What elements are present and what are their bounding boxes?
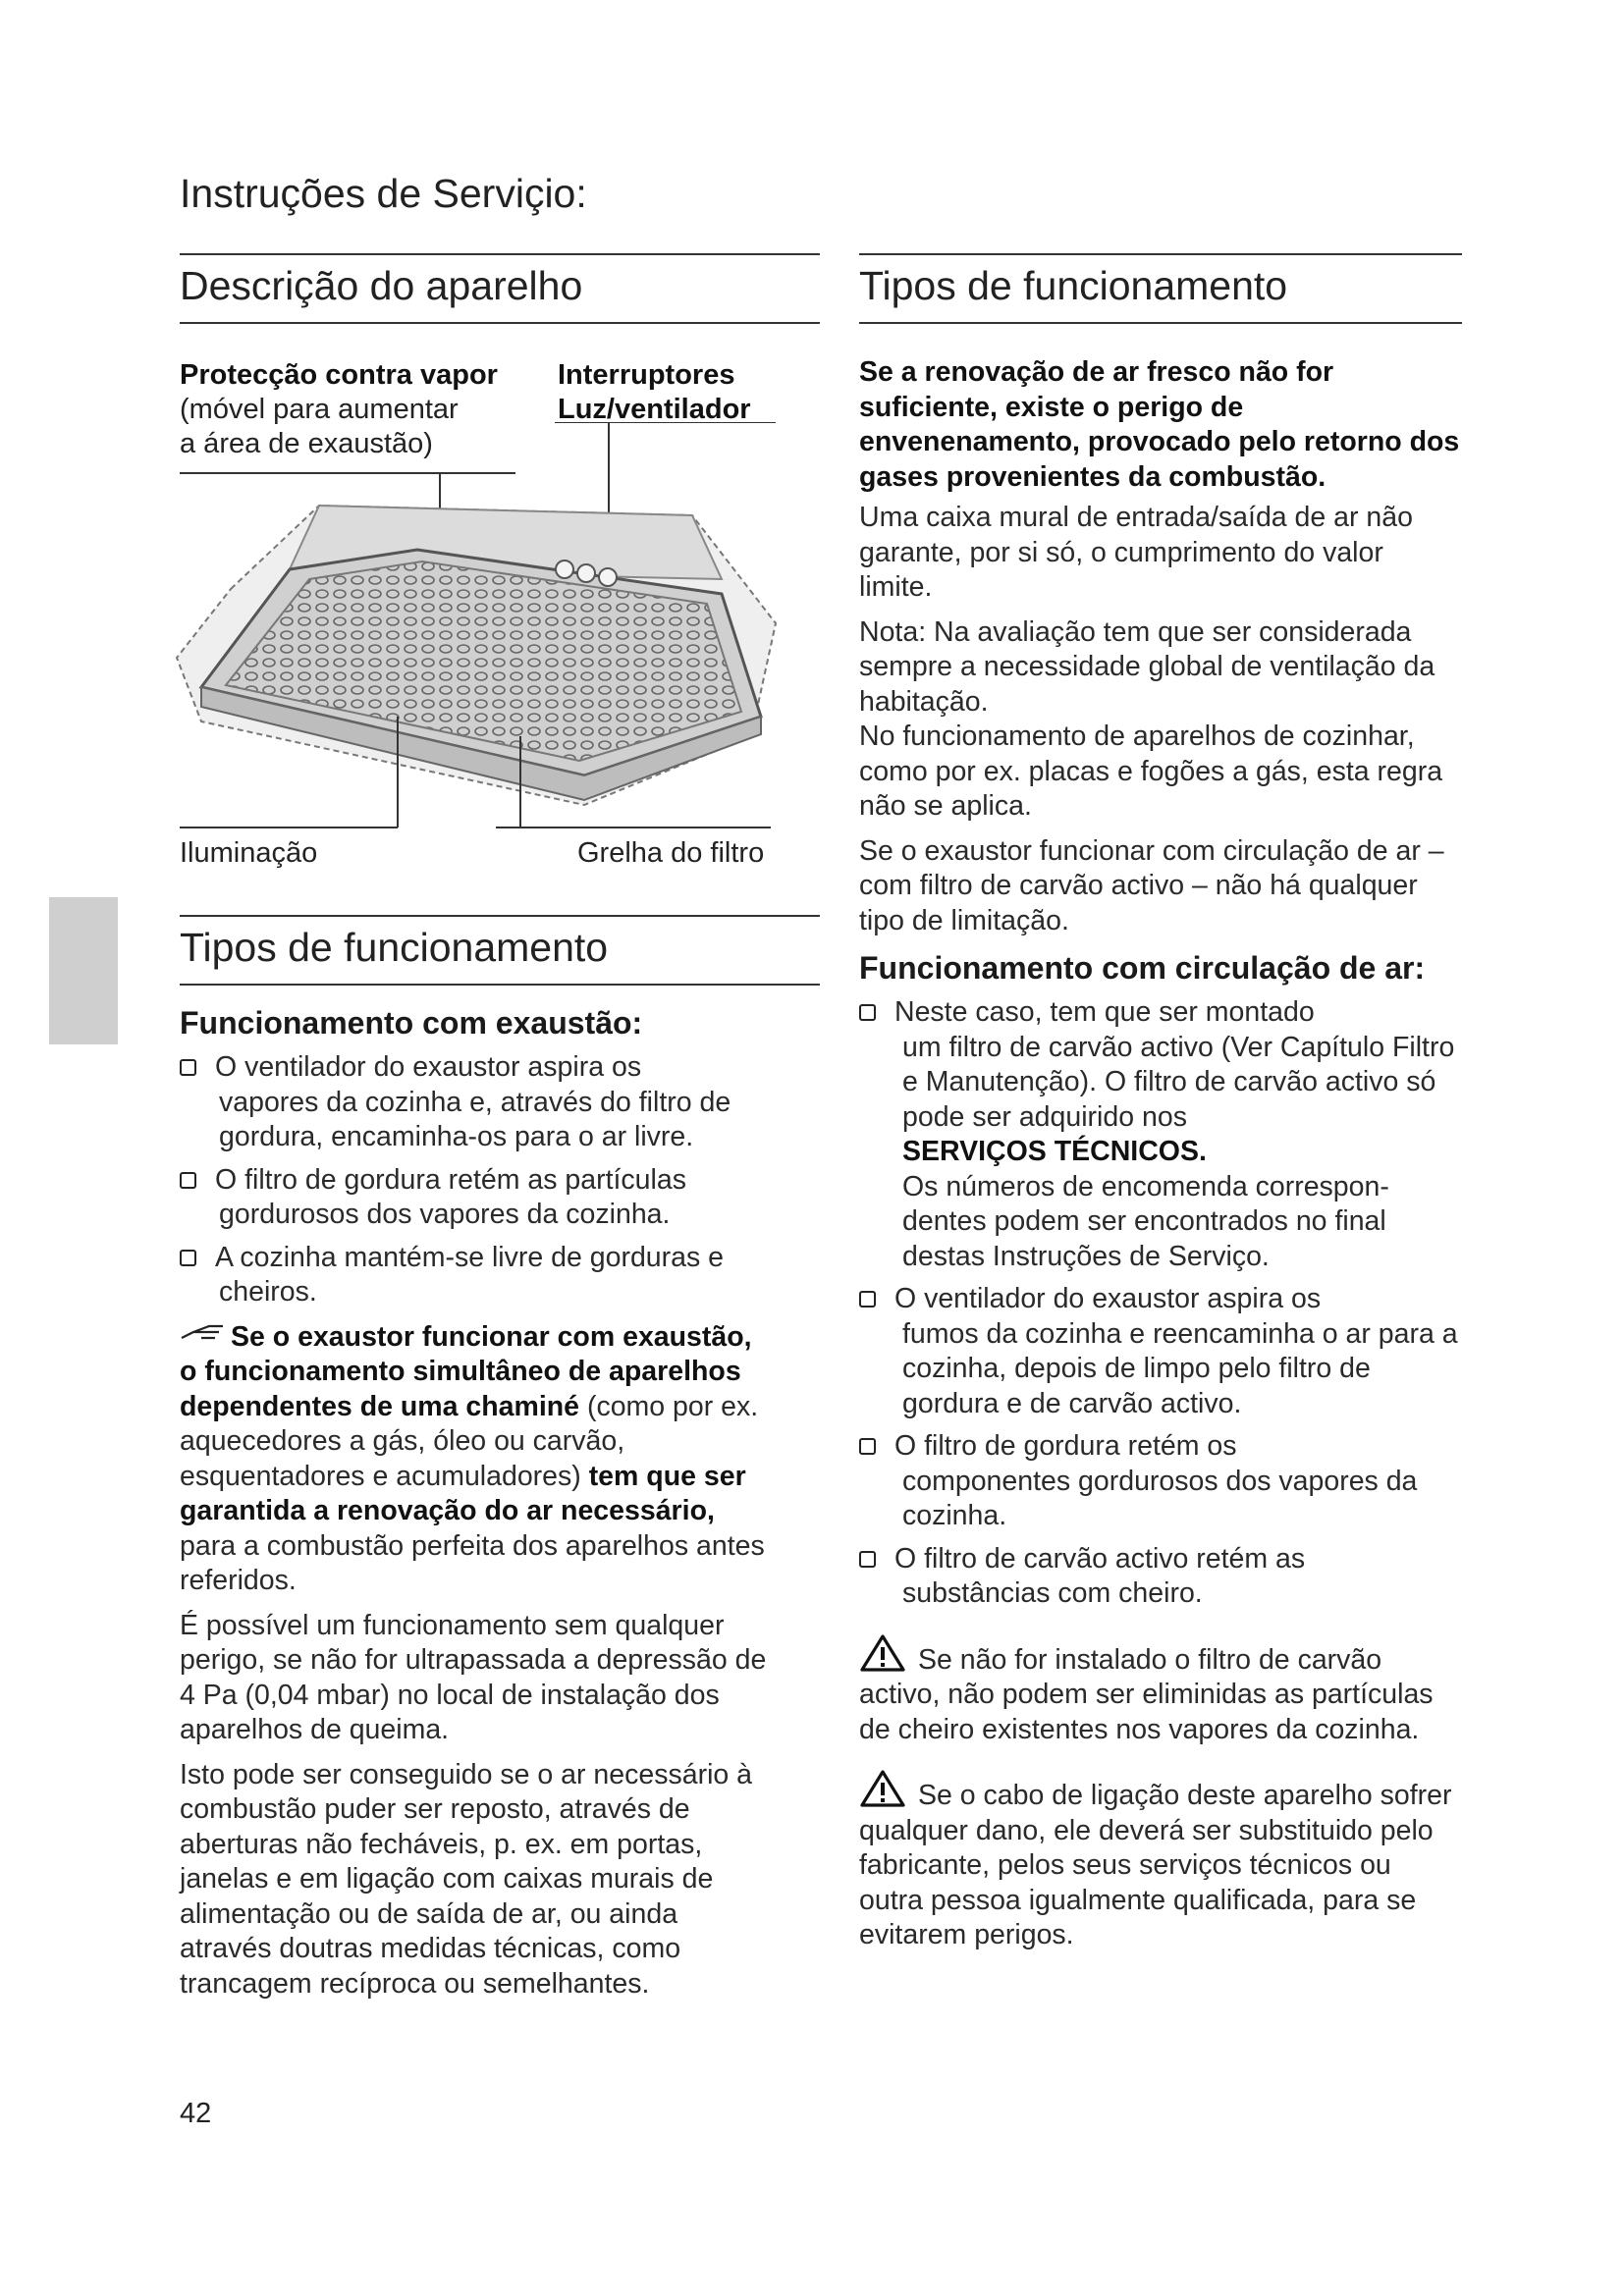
bullet-text-cont: um filtro de carvão activo (Ver Capítulo Filtro e Manutenção). O filtro de carvão activo só pode ser adquirido nos: [902, 1031, 1455, 1133]
note-text-2: para a combustão perfeita dos aparelhos antes referidos.: [180, 1529, 765, 1596]
label-filter-grille: Grelha do filtro: [577, 837, 765, 869]
left-column-text: [180, 1003, 769, 2011]
list-item: [859, 995, 1462, 1274]
page-title: Instruções de Serviçio:: [180, 171, 587, 216]
note-bold-2: tem que ser garantida a renovação do ar necessário,: [180, 1460, 746, 1526]
warning-text: Se não for instalado o filtro de carvão activo, não podem ser eliminidas as partículas de cheiro existentes nos vapores da cozinha.: [859, 1643, 1434, 1745]
bullet-text-cont: Os números de encomenda correspon-dentes podem ser encontrados no final destas Instruções de Serviço.: [902, 1170, 1389, 1272]
right-column-text: [859, 355, 1462, 1963]
checkbox-bullet-icon: [859, 1004, 876, 1021]
divider: [180, 984, 820, 986]
section-title-modes-right: Tipos de funcionamento: [859, 263, 1288, 308]
label-vapor-line1: (móvel para aumentar: [180, 394, 459, 425]
bullet-text-cont: componentes gordurosos dos vapores da cozinha.: [902, 1465, 1418, 1531]
switch-knob: [577, 564, 595, 582]
list-item: [859, 1429, 1462, 1534]
label-switches-line2: Luz/ventilador: [558, 394, 751, 425]
chimney-note: [180, 1318, 769, 1599]
warning-note: [859, 1769, 1462, 1953]
list-item: [180, 1163, 769, 1233]
paragraph: Isto pode ser conseguido se o ar necessário à combustão puder ser reposto, através de aberturas não fecháveis, p. ex. em portas, janelas e em ligação com caixas murais de alimentação ou de saída de ar, ou ainda através doutras medidas técnicas, como trancagem recíproca ou semelhantes.: [180, 1758, 753, 2000]
switch-knob: [556, 561, 573, 578]
label-vapor-title: Protecção contra vapor: [180, 359, 498, 391]
bullet-text: Neste caso, tem que ser montado: [894, 996, 1315, 1028]
bullet-text: O ventilador do exaustor aspira os: [215, 1051, 642, 1083]
pointing-hand-icon: [180, 1318, 227, 1344]
switch-knob: [599, 568, 617, 586]
bullet-text: O ventilador do exaustor aspira os: [894, 1283, 1322, 1314]
list-item: [859, 1282, 1462, 1421]
checkbox-bullet-icon: [180, 1250, 196, 1266]
section-tab-marker: [49, 897, 118, 1044]
warning-triangle-icon: [859, 1633, 906, 1673]
note-text-1: (como por ex. aquecedores a gás, óleo ou carvão, esquentadores e acumuladores): [180, 1390, 759, 1492]
divider: [180, 915, 820, 917]
technical-services: SERVIÇOS TÉCNICOS.: [902, 1136, 1207, 1167]
divider: [859, 322, 1462, 324]
divider: [859, 253, 1462, 255]
checkbox-bullet-icon: [180, 1172, 196, 1189]
checkbox-bullet-icon: [859, 1551, 876, 1568]
section-title-description: Descrição do aparelho: [180, 263, 583, 308]
divider: [180, 322, 820, 324]
note-bold-1: Se o exaustor funcionar com exaustão, o funcionamento simultâneo de aparelhos dependentes de uma chaminé: [180, 1320, 752, 1422]
checkbox-bullet-icon: [859, 1291, 876, 1308]
bullet-text-cont: fumos da cozinha e reencaminha o ar para a cozinha, depois de limpo pelo filtro de gordura e de carvão activo.: [902, 1317, 1458, 1419]
paragraph: É possível um funcionamento sem qualquer perigo, se não for ultrapassada a depressão de 4 Pa (0,04 mbar) no local de instalação dos aparelhos de queima.: [180, 1609, 767, 1745]
paragraph: Se o exaustor funcionar com circulação de ar – com filtro de carvão activo – não há qualquer tipo de limitação.: [859, 834, 1444, 936]
label-switches: [558, 358, 751, 427]
range-hood-illustration: [172, 422, 800, 834]
subhead-recirculation: Funcionamento com circulação de ar:: [859, 950, 1426, 986]
list-item: [180, 1050, 769, 1155]
list-item: [180, 1241, 769, 1310]
bullet-text: O filtro de gordura retém os: [894, 1430, 1237, 1462]
label-switches-line1: Interruptores: [558, 359, 735, 391]
warning-triangle-icon: [859, 1769, 906, 1808]
page-number: 42: [180, 2098, 212, 2129]
label-lighting: Iluminação: [180, 837, 318, 869]
bullet-text-cont: substâncias com cheiro.: [902, 1577, 1203, 1609]
bullet-text-cont: gordurosos dos vapores da cozinha.: [219, 1199, 671, 1230]
list-item: [859, 1542, 1462, 1612]
paragraph: Uma caixa mural de entrada/saída de ar não garante, por si só, o cumprimento do valor limite.: [859, 502, 1413, 603]
bullet-text: A cozinha mantém-se livre de gorduras e: [215, 1241, 725, 1273]
danger-warning: Se a renovação de ar fresco não for suficiente, existe o perigo de envenenamento, provocado pelo retorno dos gases provenientes da combustão.: [859, 356, 1460, 493]
section-title-modes-left: Tipos de funcionamento: [180, 925, 609, 970]
bullet-text: O filtro de gordura retém as partículas: [215, 1163, 686, 1196]
checkbox-bullet-icon: [859, 1438, 876, 1455]
bullet-text-cont: vapores da cozinha e, através do filtro de gordura, encaminha-os para o ar livre.: [219, 1086, 731, 1152]
subhead-exhaust: Funcionamento com exaustão:: [180, 1005, 643, 1041]
warning-note: [859, 1633, 1462, 1748]
paragraph: Nota: Na avaliação tem que ser considerada sempre a necessidade global de ventilação da habitação.: [859, 615, 1435, 718]
bullet-text-cont: cheiros.: [219, 1276, 317, 1308]
warning-text: Se o cabo de ligação deste aparelho sofrer qualquer dano, ele deverá ser substituido pelo fabricante, pelos seus serviços técnicos ou outra pessoa igualmente qualificada, para se evitarem perigos.: [859, 1780, 1452, 1950]
paragraph: No funcionamento de aparelhos de cozinhar, como por ex. placas e fogões a gás, esta regra não se aplica.: [859, 721, 1443, 822]
divider: [180, 253, 820, 255]
bullet-text: O filtro de carvão activo retém as: [894, 1542, 1306, 1575]
checkbox-bullet-icon: [180, 1059, 196, 1076]
label-vapor-line2: a área de exaustão): [180, 428, 433, 459]
